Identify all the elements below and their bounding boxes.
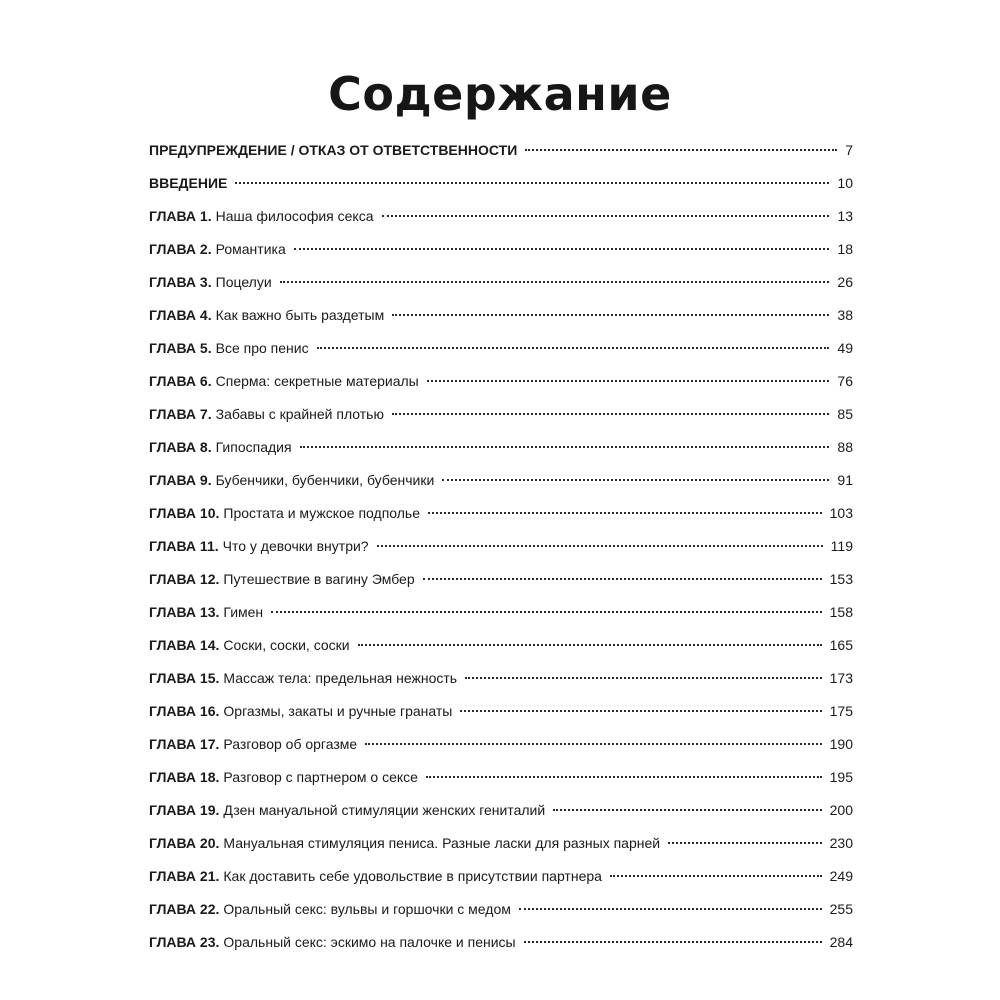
toc-entry[interactable] <box>149 833 853 866</box>
page-number: 190 <box>829 736 853 752</box>
page-number: 158 <box>829 604 853 620</box>
chapter-number: ГЛАВА 3. <box>149 274 212 290</box>
chapter-number: ГЛАВА 2. <box>149 241 212 257</box>
toc-entry[interactable] <box>149 272 853 305</box>
toc-entry[interactable] <box>149 371 853 404</box>
page-title: Содержание <box>328 66 672 121</box>
dot-leader <box>668 842 822 844</box>
toc-entry-label <box>149 767 418 787</box>
toc-entry[interactable] <box>149 668 853 701</box>
toc-entry-label <box>149 206 374 226</box>
page-number: 153 <box>829 571 853 587</box>
dot-leader <box>428 512 822 514</box>
toc-entry-label <box>149 833 660 853</box>
chapter-number: ГЛАВА 6. <box>149 373 212 389</box>
toc-entry-label <box>149 305 384 325</box>
chapter-title: Поцелуи <box>215 274 272 290</box>
page-number: 119 <box>830 538 853 554</box>
page-number: 195 <box>829 769 853 785</box>
page-number: 255 <box>829 901 853 917</box>
toc-entry-label <box>149 503 420 523</box>
page-number: 230 <box>829 835 853 851</box>
toc-entry[interactable] <box>149 569 853 602</box>
toc-entry-label <box>149 899 511 919</box>
chapter-title: Что у девочки внутри? <box>222 538 369 554</box>
dot-leader <box>300 446 830 448</box>
toc-entry[interactable] <box>149 932 853 965</box>
chapter-number: ГЛАВА 23. <box>149 934 220 950</box>
page-number: 76 <box>837 373 853 389</box>
toc-entry[interactable] <box>149 470 853 503</box>
page-number: 88 <box>837 439 853 455</box>
toc-entry[interactable] <box>149 305 853 338</box>
chapter-title: Мануальная стимуляция пениса. Разные ласки для разных парней <box>223 835 661 851</box>
dot-leader <box>392 413 829 415</box>
dot-leader <box>465 677 822 679</box>
page-number: 18 <box>837 241 853 257</box>
page-number: 13 <box>837 208 853 224</box>
chapter-number: ГЛАВА 16. <box>149 703 220 719</box>
toc-entry-label <box>149 635 350 655</box>
toc-entry-label <box>149 173 227 193</box>
chapter-title: Оральный секс: эскимо на палочке и пенисы <box>223 934 516 950</box>
chapter-title: Как важно быть раздетым <box>215 307 385 323</box>
chapter-title: Массаж тела: предельная нежность <box>223 670 458 686</box>
chapter-number: ГЛАВА 11. <box>149 538 219 554</box>
section-title: ВВЕДЕНИЕ <box>149 175 228 191</box>
chapter-title: Оральный секс: вульвы и горшочки с медом <box>223 901 511 917</box>
chapter-number: ГЛАВА 4. <box>149 307 212 323</box>
toc-entry[interactable] <box>149 239 853 272</box>
dot-leader <box>426 776 822 778</box>
chapter-number: ГЛАВА 7. <box>149 406 212 422</box>
dot-leader <box>525 149 837 151</box>
chapter-number: ГЛАВА 15. <box>149 670 220 686</box>
chapter-title: Сперма: секретные материалы <box>215 373 419 389</box>
dot-leader <box>524 941 822 943</box>
page-number: 85 <box>837 406 853 422</box>
chapter-number: ГЛАВА 21. <box>149 868 220 884</box>
chapter-title: Разговор с партнером о сексе <box>223 769 418 785</box>
page-number: 26 <box>837 274 853 290</box>
page-number: 175 <box>829 703 853 719</box>
toc-entry[interactable] <box>149 536 853 569</box>
toc-entry-label <box>149 668 457 688</box>
dot-leader <box>271 611 821 613</box>
toc-entry[interactable] <box>149 800 853 833</box>
chapter-number: ГЛАВА 10. <box>149 505 220 521</box>
toc-entry-label <box>149 800 545 820</box>
page-number: 10 <box>837 175 853 191</box>
toc-entry-label <box>149 272 272 292</box>
page-number: 103 <box>829 505 853 521</box>
toc-entry[interactable] <box>149 899 853 932</box>
toc-entry-label <box>149 437 292 457</box>
page-number: 91 <box>837 472 853 488</box>
toc-entry[interactable] <box>149 404 853 437</box>
toc-entry[interactable] <box>149 437 853 470</box>
section-title: ПРЕДУПРЕЖДЕНИЕ / ОТКАЗ ОТ ОТВЕТСТВЕННОСТИ <box>149 142 518 158</box>
dot-leader <box>519 908 822 910</box>
dot-leader <box>294 248 830 250</box>
toc-entry-label <box>149 140 517 160</box>
toc-entry[interactable] <box>149 140 853 173</box>
dot-leader <box>317 347 830 349</box>
toc-entry-label <box>149 338 309 358</box>
chapter-number: ГЛАВА 18. <box>149 769 220 785</box>
chapter-number: ГЛАВА 5. <box>149 340 212 356</box>
chapter-title: Романтика <box>215 241 286 257</box>
toc-entry[interactable] <box>149 503 853 536</box>
dot-leader <box>377 545 823 547</box>
chapter-title: Простата и мужское подполье <box>223 505 421 521</box>
toc-entry[interactable] <box>149 338 853 371</box>
dot-leader <box>442 479 829 481</box>
chapter-number: ГЛАВА 1. <box>149 208 212 224</box>
toc-entry[interactable] <box>149 701 853 734</box>
chapter-title: Бубенчики, бубенчики, бубенчики <box>215 472 435 488</box>
chapter-title: Разговор об оргазме <box>223 736 358 752</box>
chapter-number: ГЛАВА 22. <box>149 901 220 917</box>
toc-entry-label <box>149 866 602 886</box>
dot-leader <box>392 314 829 316</box>
chapter-title: Дзен мануальной стимуляции женских гениталий <box>223 802 546 818</box>
chapter-number: ГЛАВА 17. <box>149 736 220 752</box>
chapter-number: ГЛАВА 19. <box>149 802 220 818</box>
chapter-title: Гимен <box>223 604 264 620</box>
toc-entry-label <box>149 602 263 622</box>
toc-entry-label <box>149 569 415 589</box>
toc-entry[interactable] <box>149 173 853 206</box>
dot-leader <box>610 875 822 877</box>
page-number: 249 <box>829 868 853 884</box>
table-of-contents <box>149 140 853 965</box>
toc-entry[interactable] <box>149 602 853 635</box>
chapter-title: Путешествие в вагину Эмбер <box>223 571 415 587</box>
chapter-number: ГЛАВА 9. <box>149 472 212 488</box>
dot-leader <box>382 215 830 217</box>
dot-leader <box>358 644 822 646</box>
dot-leader <box>460 710 821 712</box>
dot-leader <box>280 281 830 283</box>
toc-entry[interactable] <box>149 767 853 800</box>
dot-leader <box>365 743 821 745</box>
dot-leader <box>423 578 822 580</box>
chapter-title: Все про пенис <box>215 340 309 356</box>
toc-entry[interactable] <box>149 734 853 767</box>
chapter-title: Оргазмы, закаты и ручные гранаты <box>223 703 453 719</box>
toc-entry[interactable] <box>149 866 853 899</box>
chapter-number: ГЛАВА 8. <box>149 439 212 455</box>
page-number: 173 <box>829 670 853 686</box>
page-number: 165 <box>829 637 853 653</box>
chapter-title: Соски, соски, соски <box>223 637 350 653</box>
chapter-number: ГЛАВА 13. <box>149 604 220 620</box>
chapter-number: ГЛАВА 12. <box>149 571 220 587</box>
page-number: 284 <box>829 934 853 950</box>
toc-entry-label <box>149 239 286 259</box>
chapter-title: Наша философия секса <box>215 208 374 224</box>
dot-leader <box>553 809 821 811</box>
page-number: 200 <box>829 802 853 818</box>
page-number: 49 <box>837 340 853 356</box>
toc-entry[interactable] <box>149 206 853 239</box>
page-number: 38 <box>837 307 853 323</box>
dot-leader <box>235 182 829 184</box>
toc-entry-label <box>149 371 419 391</box>
toc-entry-label <box>149 536 369 556</box>
toc-entry-label <box>149 734 357 754</box>
toc-entry-label <box>149 470 434 490</box>
chapter-title: Забавы с крайней плотью <box>215 406 384 422</box>
toc-entry-label <box>149 701 452 721</box>
chapter-number: ГЛАВА 20. <box>149 835 220 851</box>
chapter-title: Гипоспадия <box>215 439 292 455</box>
dot-leader <box>427 380 830 382</box>
page-number: 7 <box>845 142 853 158</box>
toc-entry[interactable] <box>149 635 853 668</box>
chapter-title: Как доставить себе удовольствие в присутствии партнера <box>223 868 602 884</box>
toc-entry-label <box>149 932 516 952</box>
toc-entry-label <box>149 404 384 424</box>
chapter-number: ГЛАВА 14. <box>149 637 220 653</box>
